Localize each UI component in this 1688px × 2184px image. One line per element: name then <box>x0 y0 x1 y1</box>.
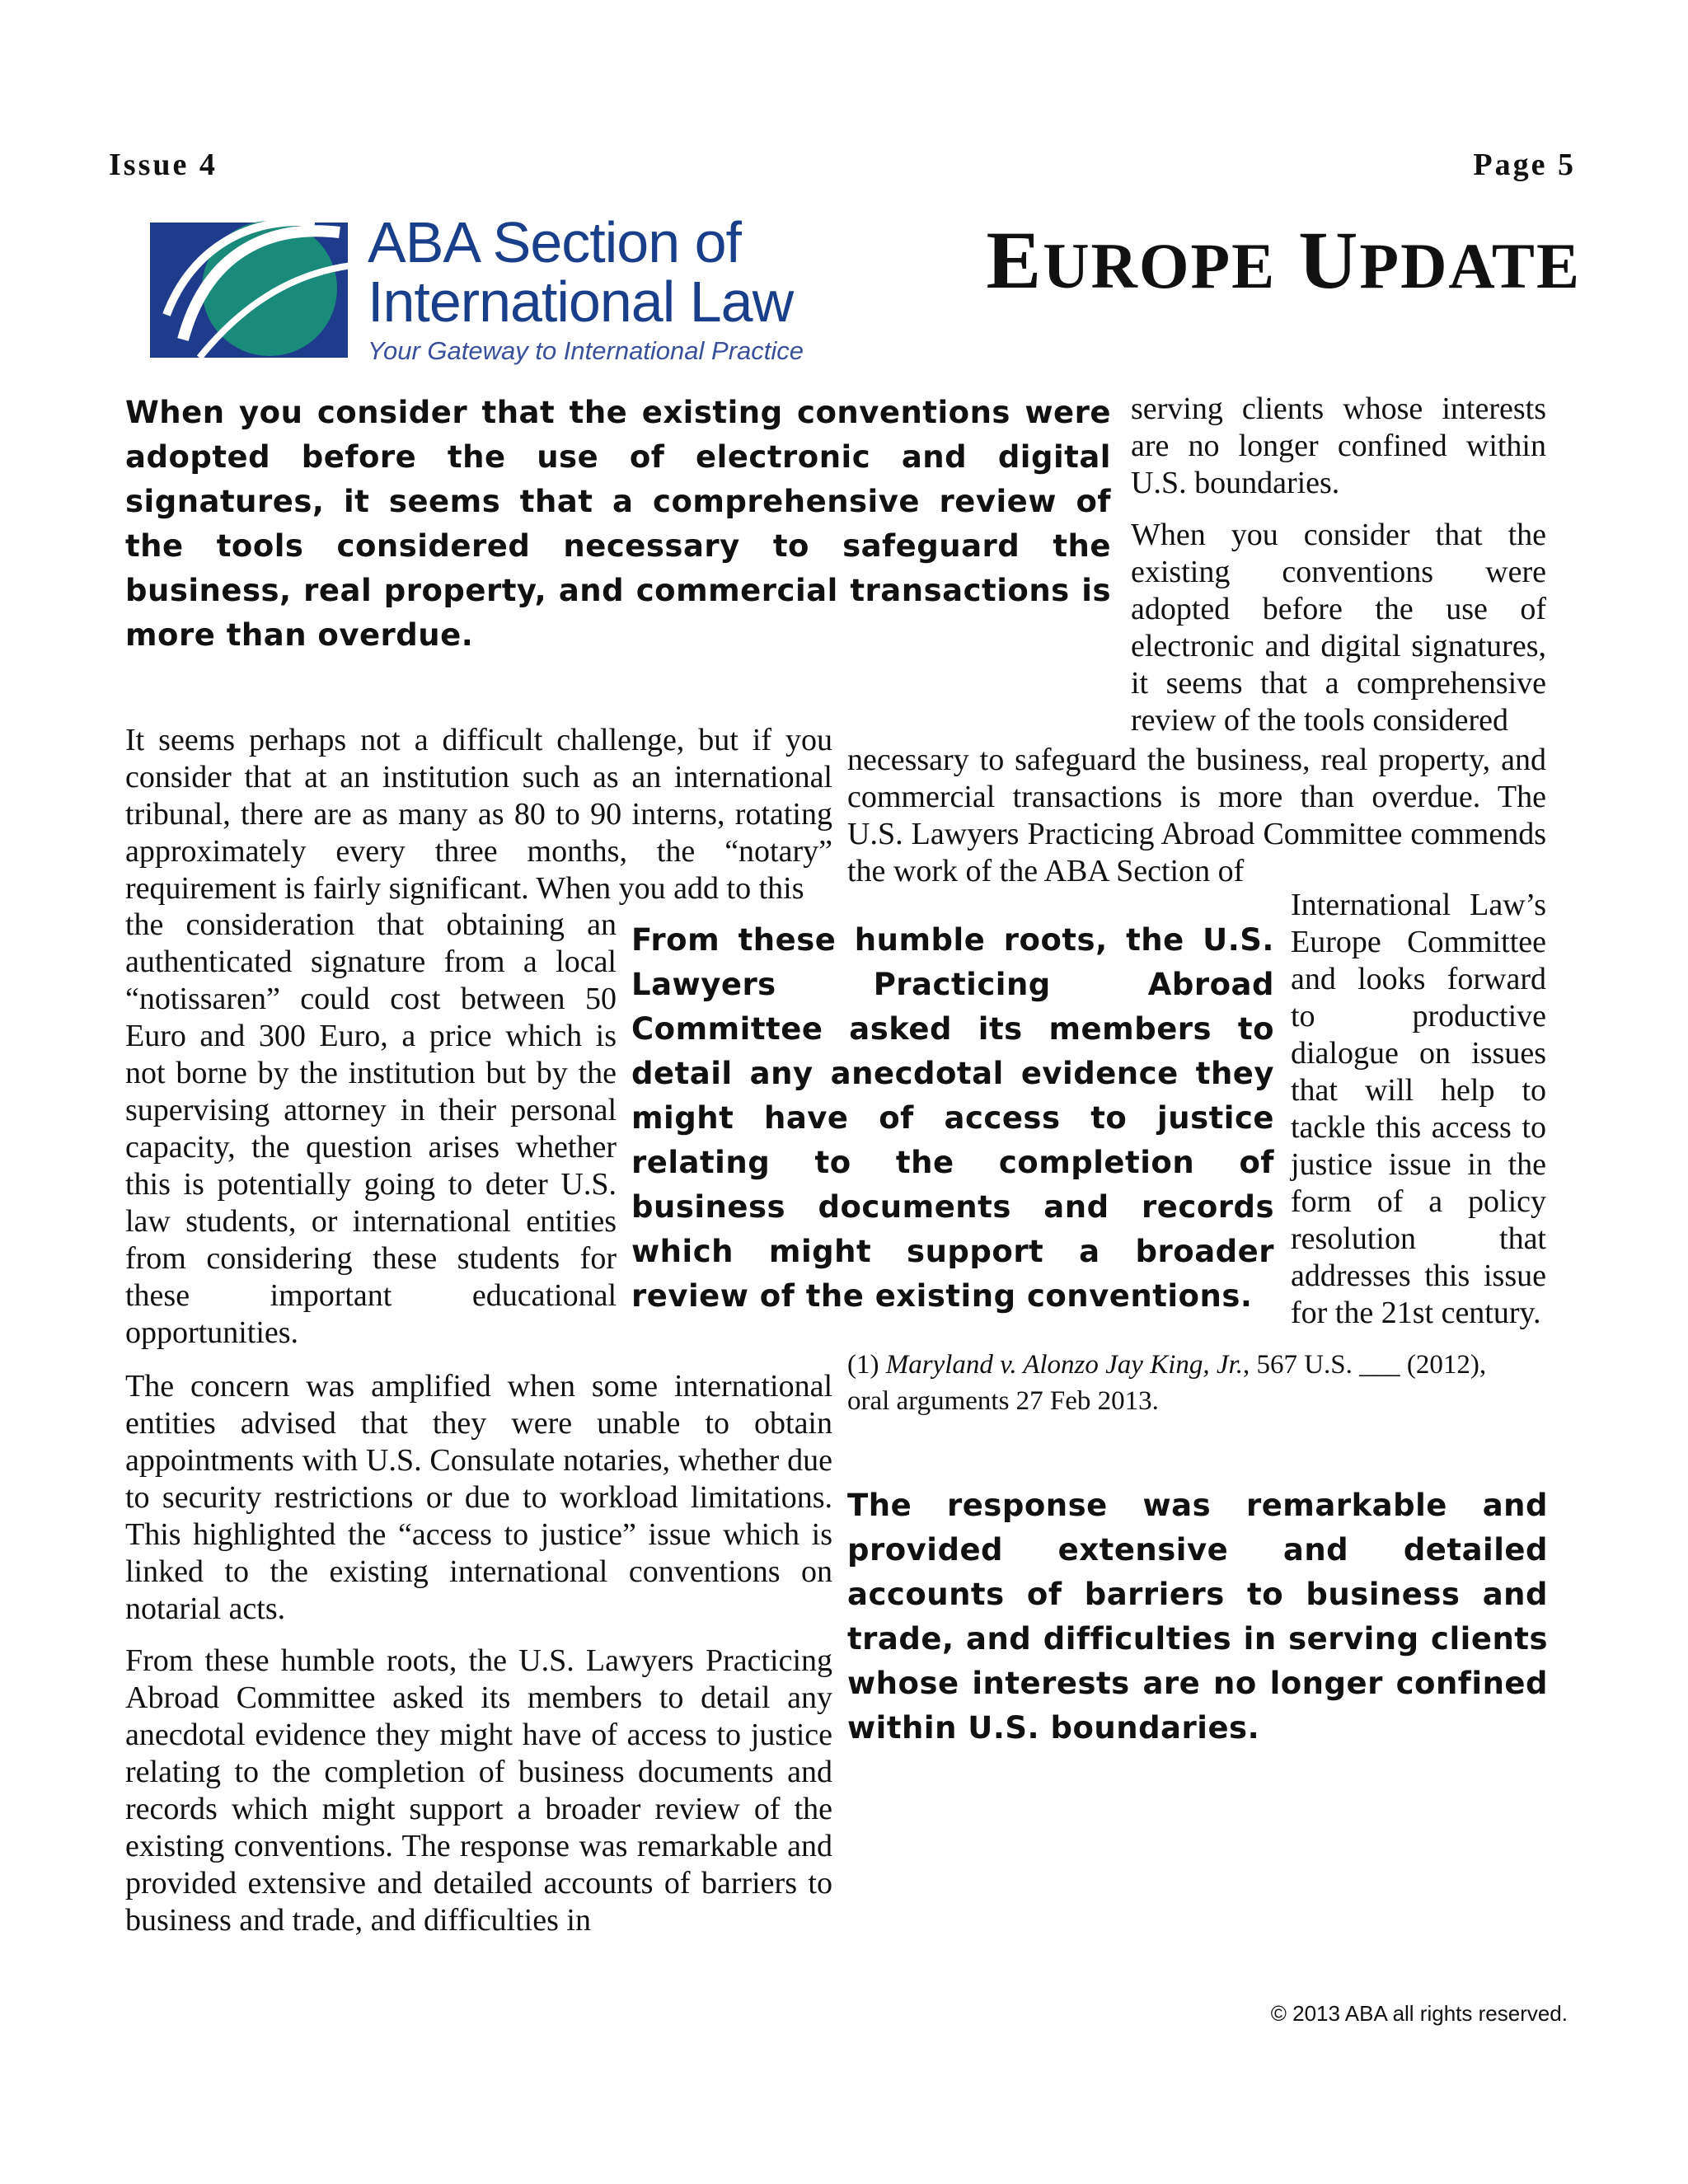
footnote-citation: , 567 U.S. ___ (2012), <box>1242 1350 1487 1380</box>
copyright-notice: © 2013 ABA all rights reserved. <box>1270 2001 1568 2026</box>
footnote <box>847 1347 1548 1419</box>
logo-tagline: Your Gateway to International Practice <box>368 336 804 365</box>
issue-number: Issue 4 <box>109 148 218 182</box>
left-column-bottom <box>125 1368 832 1954</box>
title-rest-1: UROPE <box>1043 230 1277 302</box>
page-number: Page 5 <box>1473 148 1576 182</box>
left-paragraph-2: The concern was amplified when some international entities advised that they were unable to obtain appointments with U.S. Consulate notaries, whether due to security restrictions or due to workload limitations. This highlighted the “access to justice” issue which is linked to the existing international conventions on notarial acts. <box>125 1369 832 1626</box>
pullquote-bottom: The response was remarkable and provided extensive and detailed accounts of barriers to business and trade, and difficulties in serving clients whose interests are no longer confined within U.S. boundaries. <box>847 1488 1548 1746</box>
left-paragraph-1b: the consideration that obtaining an authenticated signature from a local “notissaren” could cost between 50 Euro and 300 Euro, a price which is not borne by the institution but by the supervising attorney in their personal capacity, the question arises whether this is potentially going to deter U.S. law students, or international entities from considering these students for these important educational opportunities. <box>125 907 617 1350</box>
title-cap-2: U <box>1298 214 1360 306</box>
logo-line-1: ABA Section of <box>368 210 741 274</box>
right-column-top <box>1131 391 1546 739</box>
right-paragraph-1: serving clients whose interests are no longer confined within U.S. boundaries. <box>1131 391 1546 500</box>
right-paragraph-4: International Law’s Europe Committee and looks forward to productive dialogue on issues that will help to tackle this access to justice issue in the form of a policy resolution that addresses this issue for the 21st century. <box>1291 888 1546 1330</box>
pullquote-middle: From these humble roots, the U.S. Lawyers Practicing Abroad Committee asked its members to detail any anecdotal evidence they might have of access to justice relating to the completion of business documents and records which might support a broader review of the existing conventions. <box>631 922 1274 1314</box>
left-paragraph-3: From these humble roots, the U.S. Lawyers Practicing Abroad Committee asked its members to detail any anecdotal evidence they might have of access to justice relating to the completion of business documents and records which might support a broader review of the existing conventions. The response was remarkable and provided extensive and detailed accounts of barriers to business and trade, and difficulties in <box>125 1643 832 1938</box>
aba-logo <box>150 216 356 364</box>
pullquote-top: When you consider that the existing conventions were adopted before the use of electronic and digital signatures, it seems that a comprehensive review of the tools considered necessary to safeguard the business, real property, and commercial transactions is more than overdue. <box>125 395 1111 653</box>
right-paragraph-2: When you consider that the existing conventions were adopted before the use of electronic and digital signatures, it seems that a comprehensive review of the tools considered <box>1131 518 1546 738</box>
page-title <box>986 214 1582 306</box>
logo-line-2: International Law <box>368 269 794 334</box>
title-rest-2: PDATE <box>1359 230 1581 302</box>
right-narrow-column <box>1291 887 1546 1332</box>
footnote-number: (1) <box>847 1350 886 1380</box>
title-cap-1: E <box>986 214 1043 306</box>
footnote-case-name: Maryland v. Alonzo Jay King, Jr. <box>885 1350 1243 1380</box>
logo-wordmark <box>368 210 804 366</box>
aba-globe-icon <box>150 216 356 364</box>
left-paragraph-1a: It seems perhaps not a difficult challenge, but if you consider that at an institution such as an international tribunal, there are as many as 80 to 90 interns, rotating approximately every three months, the “notary” requirement is fairly significant. When you add to this <box>125 723 832 906</box>
footnote-line-2: oral arguments 27 Feb 2013. <box>847 1386 1159 1416</box>
middle-band-text: necessary to safeguard the business, real property, and commercial transactions is more than overdue. The U.S. Lawyers Practicing Abroad Committee commends the work of the ABA Section of <box>847 743 1546 888</box>
